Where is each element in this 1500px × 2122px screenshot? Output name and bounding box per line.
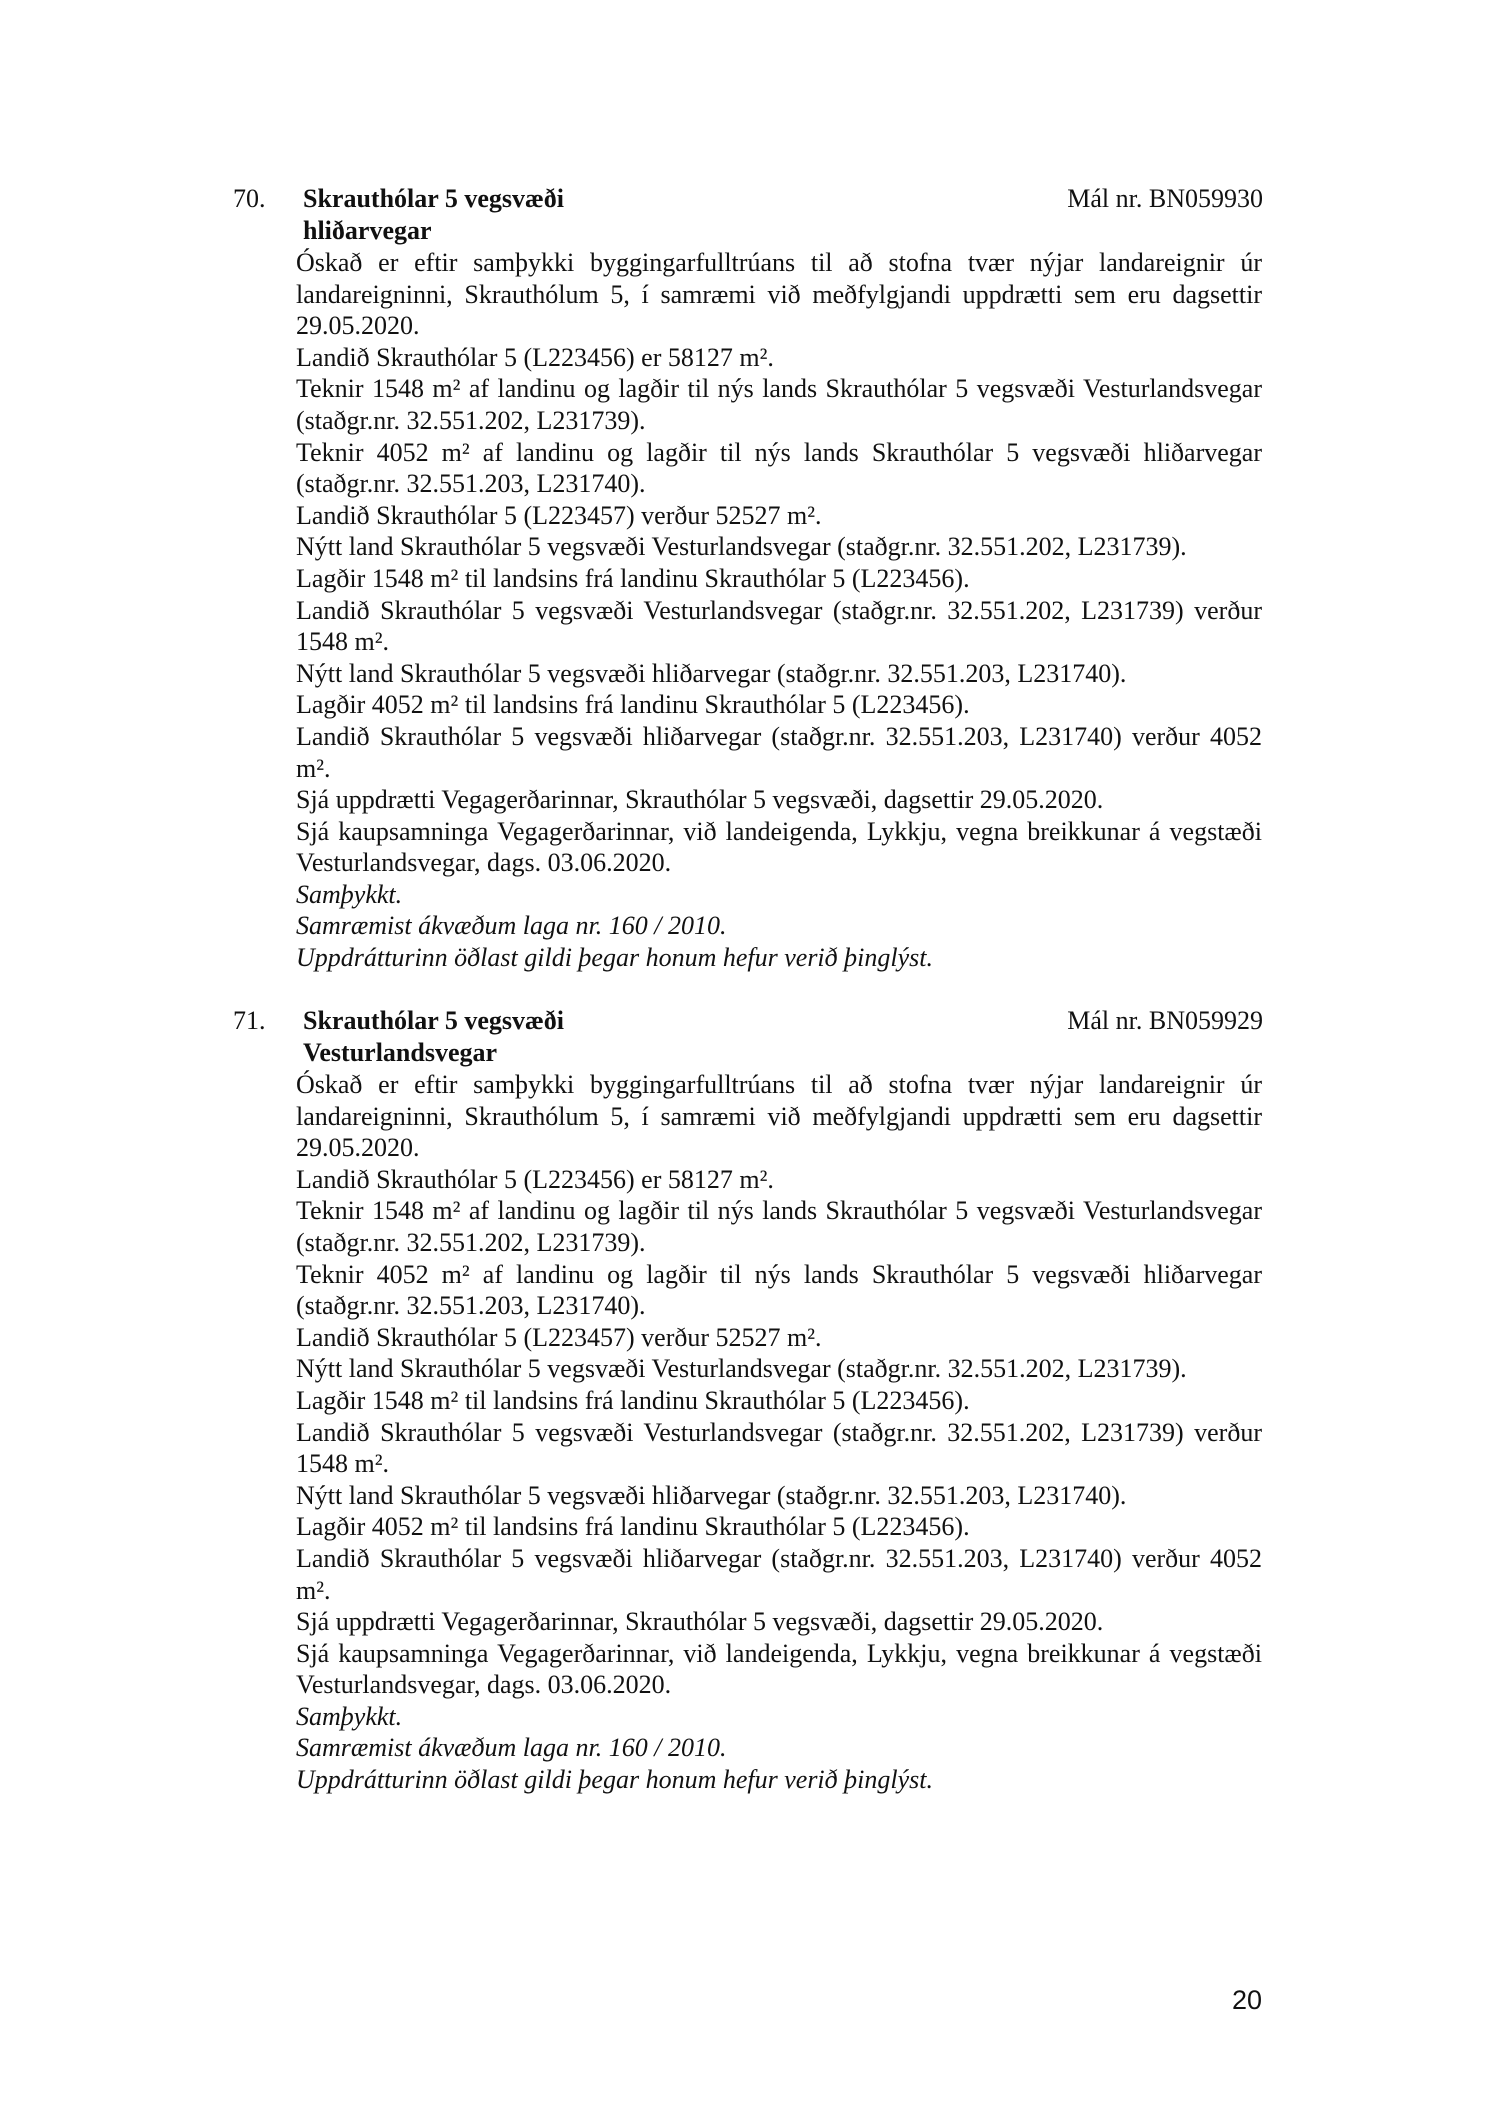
page-number: 20 xyxy=(1232,1985,1263,2015)
case-number: 71. xyxy=(233,1006,266,1035)
case-paragraph: Landið Skrauthólar 5 (L223457) verður 52527 m². xyxy=(296,1322,822,1352)
case-paragraph: Nýtt land Skrauthólar 5 vegsvæði Vesturlandsvegar (staðgr.nr. 32.551.202, L231739). xyxy=(296,1354,1187,1384)
case-paragraph: Sjá uppdrætti Vegagerðarinnar, Skrauthólar 5 vegsvæði, dagsettir 29.05.2020. xyxy=(296,785,1104,815)
case-law-note: Samræmist ákvæðum laga nr. 160 / 2010. xyxy=(296,911,727,941)
case-paragraph: Landið Skrauthólar 5 vegsvæði Vesturlandsvegar (staðgr.nr. 32.551.202, L231739) verður 1548 m². xyxy=(296,1417,1262,1479)
case-body xyxy=(296,247,1262,974)
case-paragraph: Teknir 1548 m² af landinu og lagðir til nýs lands Skrauthólar 5 vegsvæði Vesturlandsvegar (staðgr.nr. 32.551.202, L231739). xyxy=(296,374,1262,435)
case-paragraph: Teknir 4052 m² af landinu og lagðir til nýs lands Skrauthólar 5 vegsvæði hliðarvegar (staðgr.nr. 32.551.203, L231740). xyxy=(296,1259,1262,1321)
case-paragraph: Landið Skrauthólar 5 (L223456) er 58127 m². xyxy=(296,342,774,372)
case-paragraph: Nýtt land Skrauthólar 5 vegsvæði hliðarvegar (staðgr.nr. 32.551.203, L231740). xyxy=(296,658,1127,688)
case-paragraph: Óskað er eftir samþykki byggingarfulltrúans til að stofna tvær nýjar landareignir úr landareigninni, Skrauthólum 5, í samræmi við meðfylgjandi uppdrætti sem eru dagsettir 29.05.2020. xyxy=(296,1070,1262,1163)
case-title xyxy=(303,183,863,247)
case-paragraph: Teknir 4052 m² af landinu og lagðir til nýs lands Skrauthólar 5 vegsvæði hliðarvegar (staðgr.nr. 32.551.203, L231740). xyxy=(296,437,1262,499)
case-body xyxy=(296,1069,1262,1796)
case-decision: Samþykkt. xyxy=(296,1701,403,1731)
case-paragraph: Sjá uppdrætti Vegagerðarinnar, Skrauthólar 5 vegsvæði, dagsettir 29.05.2020. xyxy=(296,1607,1104,1637)
case-title-line1: Skrauthólar 5 vegsvæði xyxy=(303,184,564,213)
case-paragraph: Sjá kaupsamninga Vegagerðarinnar, við landeigenda, Lykkju, vegna breikkunar á vegstæði Vesturlandsvegar, dags. 03.06.2020. xyxy=(296,816,1262,878)
case-paragraph: Landið Skrauthólar 5 vegsvæði Vesturlandsvegar (staðgr.nr. 32.551.202, L231739) verður 1548 m². xyxy=(296,595,1262,657)
case-paragraph: Nýtt land Skrauthólar 5 vegsvæði Vesturlandsvegar (staðgr.nr. 32.551.202, L231739). xyxy=(296,532,1187,562)
case-registration-note: Uppdrátturinn öðlast gildi þegar honum hefur verið þinglýst. xyxy=(296,1765,933,1795)
case-paragraph: Lagðir 4052 m² til landsins frá landinu Skrauthólar 5 (L223456). xyxy=(296,690,970,720)
case-paragraph: Nýtt land Skrauthólar 5 vegsvæði hliðarvegar (staðgr.nr. 32.551.203, L231740). xyxy=(296,1480,1127,1510)
case-law-note: Samræmist ákvæðum laga nr. 160 / 2010. xyxy=(296,1733,727,1763)
case-paragraph: Landið Skrauthólar 5 (L223456) er 58127 m². xyxy=(296,1164,774,1194)
case-paragraph: Lagðir 4052 m² til landsins frá landinu Skrauthólar 5 (L223456). xyxy=(296,1512,970,1542)
case-decision: Samþykkt. xyxy=(296,879,403,909)
case-number: 70. xyxy=(233,184,266,213)
case-title-line1: Skrauthólar 5 vegsvæði xyxy=(303,1006,564,1035)
case-reference: Mál nr. BN059930 xyxy=(1067,184,1263,213)
case-title-line2: hliðarvegar xyxy=(303,216,432,245)
case-paragraph: Landið Skrauthólar 5 vegsvæði hliðarvegar (staðgr.nr. 32.551.203, L231740) verður 4052 m². xyxy=(296,1543,1262,1605)
case-reference: Mál nr. BN059929 xyxy=(1067,1006,1263,1035)
case-paragraph: Sjá kaupsamninga Vegagerðarinnar, við landeigenda, Lykkju, vegna breikkunar á vegstæði Vesturlandsvegar, dags. 03.06.2020. xyxy=(296,1638,1262,1700)
case-title xyxy=(303,1005,863,1069)
case-paragraph: Teknir 1548 m² af landinu og lagðir til nýs lands Skrauthólar 5 vegsvæði Vesturlandsvegar (staðgr.nr. 32.551.202, L231739). xyxy=(296,1196,1262,1257)
case-paragraph: Landið Skrauthólar 5 vegsvæði hliðarvegar (staðgr.nr. 32.551.203, L231740) verður 4052 m². xyxy=(296,721,1262,783)
case-paragraph: Lagðir 1548 m² til landsins frá landinu Skrauthólar 5 (L223456). xyxy=(296,1385,970,1415)
case-title-line2: Vesturlandsvegar xyxy=(303,1038,498,1067)
case-paragraph: Lagðir 1548 m² til landsins frá landinu Skrauthólar 5 (L223456). xyxy=(296,563,970,593)
case-paragraph: Landið Skrauthólar 5 (L223457) verður 52527 m². xyxy=(296,500,822,530)
case-registration-note: Uppdrátturinn öðlast gildi þegar honum hefur verið þinglýst. xyxy=(296,943,933,973)
case-paragraph: Óskað er eftir samþykki byggingarfulltrúans til að stofna tvær nýjar landareignir úr landareigninni, Skrauthólum 5, í samræmi við meðfylgjandi uppdrætti sem eru dagsettir 29.05.2020. xyxy=(296,248,1262,341)
